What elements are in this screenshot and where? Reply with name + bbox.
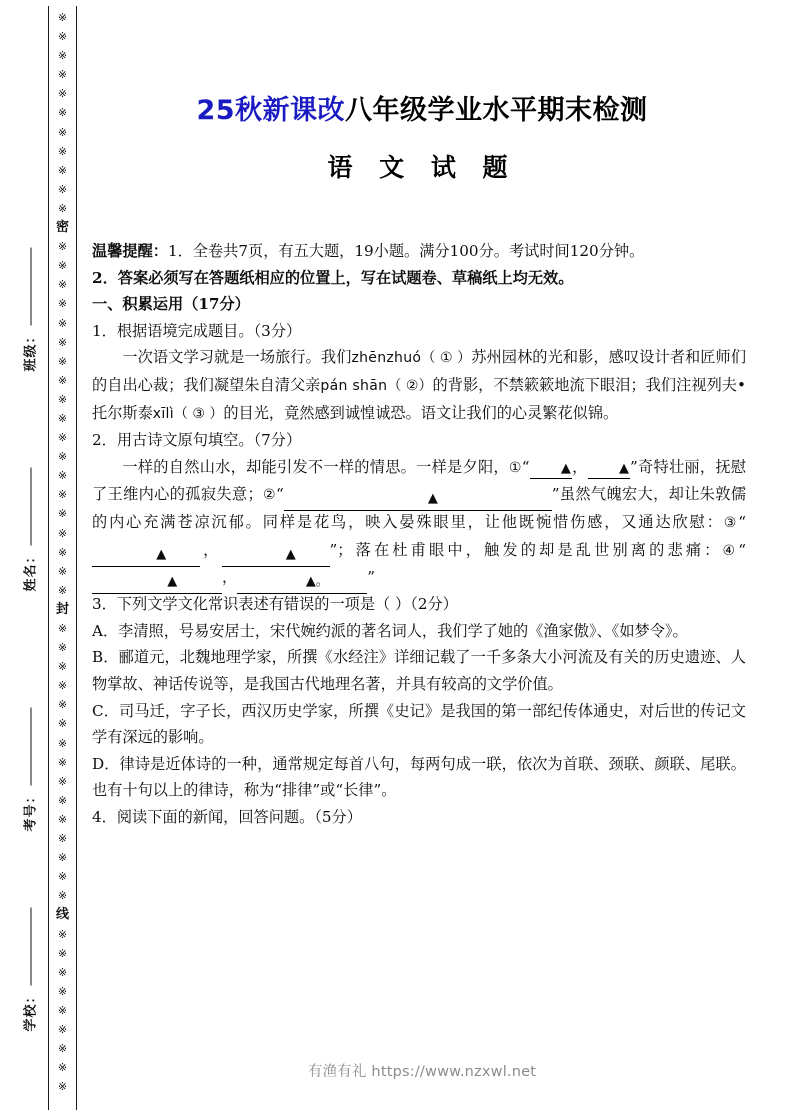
seal-mark: ※ (57, 851, 68, 865)
seal-mark: ※ (57, 259, 68, 273)
seal-mark: ※ (57, 278, 68, 292)
seal-marks-column (49, 8, 76, 1108)
q2-quote-close-2: ” (551, 485, 560, 504)
seal-word-2: 封 (55, 601, 69, 617)
section-heading-1: 一、积累运用（17分） (92, 295, 250, 314)
seal-line-band (0, 0, 92, 1118)
q2-comma-3: ， (200, 540, 222, 559)
seal-mark: ※ (57, 660, 68, 674)
question-3-option-d[interactable]: D．律诗是近体诗的一种，通常规定每首八句，每两句成一联，依次为首联、颈联、颜联、尾联。也有十句以上的律诗，称为“排律”或“长律”。 (92, 754, 746, 800)
q2-comma-4: ， (222, 568, 238, 587)
seal-mark: ※ (57, 1080, 68, 1094)
seal-mark: ※ (57, 450, 68, 464)
q1-blank-1: （ ① ） (421, 350, 472, 367)
seal-mark: ※ (57, 11, 68, 24)
q2-num-1: ① (508, 459, 522, 476)
seal-mark: ※ (57, 373, 68, 387)
q2-quote-open-1: “ (521, 457, 530, 476)
q2-quote-close-1: ” (630, 457, 638, 476)
field-exam-number[interactable] (20, 695, 39, 845)
q2-text-3: 虽然气魄宏大，却让朱敦儒的内心充满苍凉沉郁。同样是花鸟，映入晏殊眼里，让他既惋惜伤感，又通达欣慰： (92, 485, 747, 531)
seal-mark: ※ (57, 1061, 68, 1075)
seal-mark: ※ (57, 316, 68, 330)
seal-mark: ※ (57, 984, 68, 998)
q1-text-c: 的背影，不禁簌簌地流下眼泪；我们注视列夫•托尔斯泰 (92, 375, 746, 422)
seal-mark: ※ (57, 182, 68, 196)
page-title (92, 88, 752, 127)
seal-mark: ※ (57, 717, 68, 731)
q2-quote-close-3: ” (329, 540, 338, 559)
seal-mark: ※ (57, 889, 68, 903)
seal-mark: ※ (57, 354, 68, 368)
q1-pinyin-1: zhēnzhuó (351, 350, 422, 367)
seal-mark: ※ (57, 106, 68, 120)
seal-mark: ※ (57, 163, 68, 177)
seal-mark: ※ (57, 564, 68, 578)
seal-mark: ※ (57, 965, 68, 979)
seal-mark: ※ (57, 526, 68, 540)
seal-mark: ※ (57, 774, 68, 788)
seal-mark: ※ (57, 1003, 68, 1017)
q2-blank-4b[interactable] (237, 571, 367, 594)
q2-num-3: ③ (723, 514, 739, 531)
field-school[interactable] (20, 895, 39, 1045)
seal-mark: ※ (57, 812, 68, 826)
seal-mark: ※ (57, 679, 68, 693)
seal-mark: ※ (57, 488, 68, 502)
q2-quote-close-4: ” (367, 568, 375, 587)
q2-blank-4b-period: 。 (315, 574, 329, 590)
seal-mark: ※ (57, 431, 68, 445)
q2-blank-3b[interactable]: ▲ (222, 544, 330, 567)
seal-mark: ※ (57, 946, 68, 960)
exam-body (92, 238, 746, 830)
seal-mark: ※ (57, 927, 68, 941)
seal-mark: ※ (57, 335, 68, 349)
question-2-stem: 2．用古诗文原句填空。（7分） (92, 431, 302, 450)
q2-comma-1: ， (571, 457, 588, 476)
seal-mark: ※ (57, 30, 68, 44)
question-1-body (92, 344, 746, 427)
seal-word-1: 密 (55, 220, 69, 236)
seal-mark: ※ (57, 507, 68, 521)
q1-text-d: 的目光，竟然感到诚惶诚恐。语文让我们的心灵繁花似锦。 (223, 403, 619, 422)
notice-line-1 (92, 238, 746, 265)
question-2-body (92, 454, 746, 591)
field-exam-number-label: 考号： (23, 789, 39, 832)
q2-text-2: 奇特壮丽，抚慰了王维内心的孤寂失意； (92, 457, 747, 504)
footer-watermark: 有渔有礼 https://www.nzxwl.net (307, 1064, 537, 1080)
seal-word-3: 线 (55, 907, 69, 923)
q2-blank-1b[interactable]: ▲ (588, 460, 630, 479)
seal-mark: ※ (57, 1042, 68, 1056)
q2-blank-1a[interactable]: ▲ (530, 460, 572, 479)
seal-mark: ※ (57, 698, 68, 712)
field-class-label: 班级： (23, 329, 39, 372)
page-title-black: 八年级学业水平期末检测 (345, 95, 648, 126)
q2-num-4: ④ (722, 542, 739, 559)
question-3-option-a[interactable]: A．李清照，号易安居士，宋代婉约派的著名词人，我们学了她的《渔家傲》、《如梦令》。 (92, 621, 688, 640)
seal-mark: ※ (57, 87, 68, 101)
q2-blank-2[interactable]: ▲ (284, 488, 552, 511)
seal-mark: ※ (57, 832, 68, 846)
seal-mark: ※ (57, 641, 68, 655)
q2-text-1: 一样的自然山水，却能引发不一样的情思。一样是夕阳， (122, 457, 509, 476)
page-subtitle: 语 文 试 题 (327, 153, 517, 182)
seal-mark: ※ (57, 755, 68, 769)
field-class[interactable] (20, 235, 39, 385)
seal-mark: ※ (57, 49, 68, 63)
q1-pinyin-2: pán shān (320, 377, 388, 394)
q1-blank-3: （ ③ ） (173, 405, 224, 422)
notice-item-2: 2．答案必须写在答题纸相应的位置上，写在试题卷、草稿纸上均无效。 (92, 268, 574, 287)
q2-quote-open-4: “ (738, 540, 747, 559)
q1-blank-2: （ ②） (387, 377, 433, 394)
seal-mark: ※ (57, 240, 68, 254)
seal-mark: ※ (57, 201, 68, 215)
q2-blank-3a[interactable]: ▲ (92, 544, 200, 567)
q2-blank-4a[interactable]: ▲ (92, 571, 222, 594)
q2-text-4: ；落在杜甫眼中，触发的却是乱世别离的悲痛： (337, 540, 723, 559)
seal-mark: ※ (57, 392, 68, 406)
seal-mark: ※ (57, 469, 68, 483)
seal-mark: ※ (57, 1022, 68, 1036)
seal-mark: ※ (57, 411, 68, 425)
question-3-option-c[interactable]: C．司马迁，字子长，西汉历史学家，所撰《史记》是我国的第一部纪传体通史，对后世的传记文学有深远的影响。 (92, 701, 746, 747)
page-title-blue: 25秋新课改 (196, 95, 346, 126)
seal-mark: ※ (57, 736, 68, 750)
notice-item-1: 1．全卷共7页，有五大题，19小题。满分100分。考试时间120分钟。 (167, 242, 645, 260)
q2-quote-open-2: “ (275, 485, 284, 504)
seal-mark: ※ (57, 622, 68, 635)
question-3-option-b[interactable]: B．郦道元，北魏地理学家，所撰《水经注》详细记载了一千多条大小河流及有关的历史遗迹、人物掌故、神话传说等，是我国古代地理名著，并具有较高的文学价值。 (92, 648, 746, 693)
q1-text-b: 苏州园林的光和影，感叹设计者和匠师们的自出心裁；我们凝望朱自清父亲 (92, 348, 747, 394)
seal-mark: ※ (57, 545, 68, 559)
q2-num-2: ② (262, 487, 276, 504)
seal-mark: ※ (57, 144, 68, 158)
seal-mark: ※ (57, 68, 68, 82)
question-3-stem: 3．下列文学文化常识表述有错误的一项是（ ）（2分） (92, 595, 458, 614)
seal-rule-outer (76, 6, 77, 1110)
notice-lead: 温馨提醒： (92, 242, 168, 260)
seal-mark: ※ (57, 297, 68, 311)
field-school-rule (31, 908, 32, 986)
field-class-rule (31, 248, 32, 326)
field-exam-number-rule (31, 708, 32, 786)
seal-mark: ※ (57, 793, 68, 807)
q1-text-a: 一次语文学习就是一场旅行。我们 (122, 348, 352, 367)
question-4-stem: 4．阅读下面的新闻，回答问题。（5分） (92, 807, 362, 826)
q2-blank-4b-triangle: ▲ (305, 574, 316, 590)
q2-quote-open-3: “ (738, 512, 747, 531)
seal-mark: ※ (57, 583, 68, 597)
field-school-label: 学校： (23, 989, 39, 1032)
field-name-rule (31, 468, 32, 546)
field-name[interactable] (20, 455, 39, 605)
q1-pinyin-3: xīlì (152, 405, 174, 422)
content-column (92, 0, 752, 1118)
question-1-stem: 1．根据语境完成题目。（3分） (92, 321, 302, 340)
seal-mark: ※ (57, 870, 68, 884)
field-name-label: 姓名： (23, 549, 39, 592)
seal-mark: ※ (57, 125, 68, 139)
